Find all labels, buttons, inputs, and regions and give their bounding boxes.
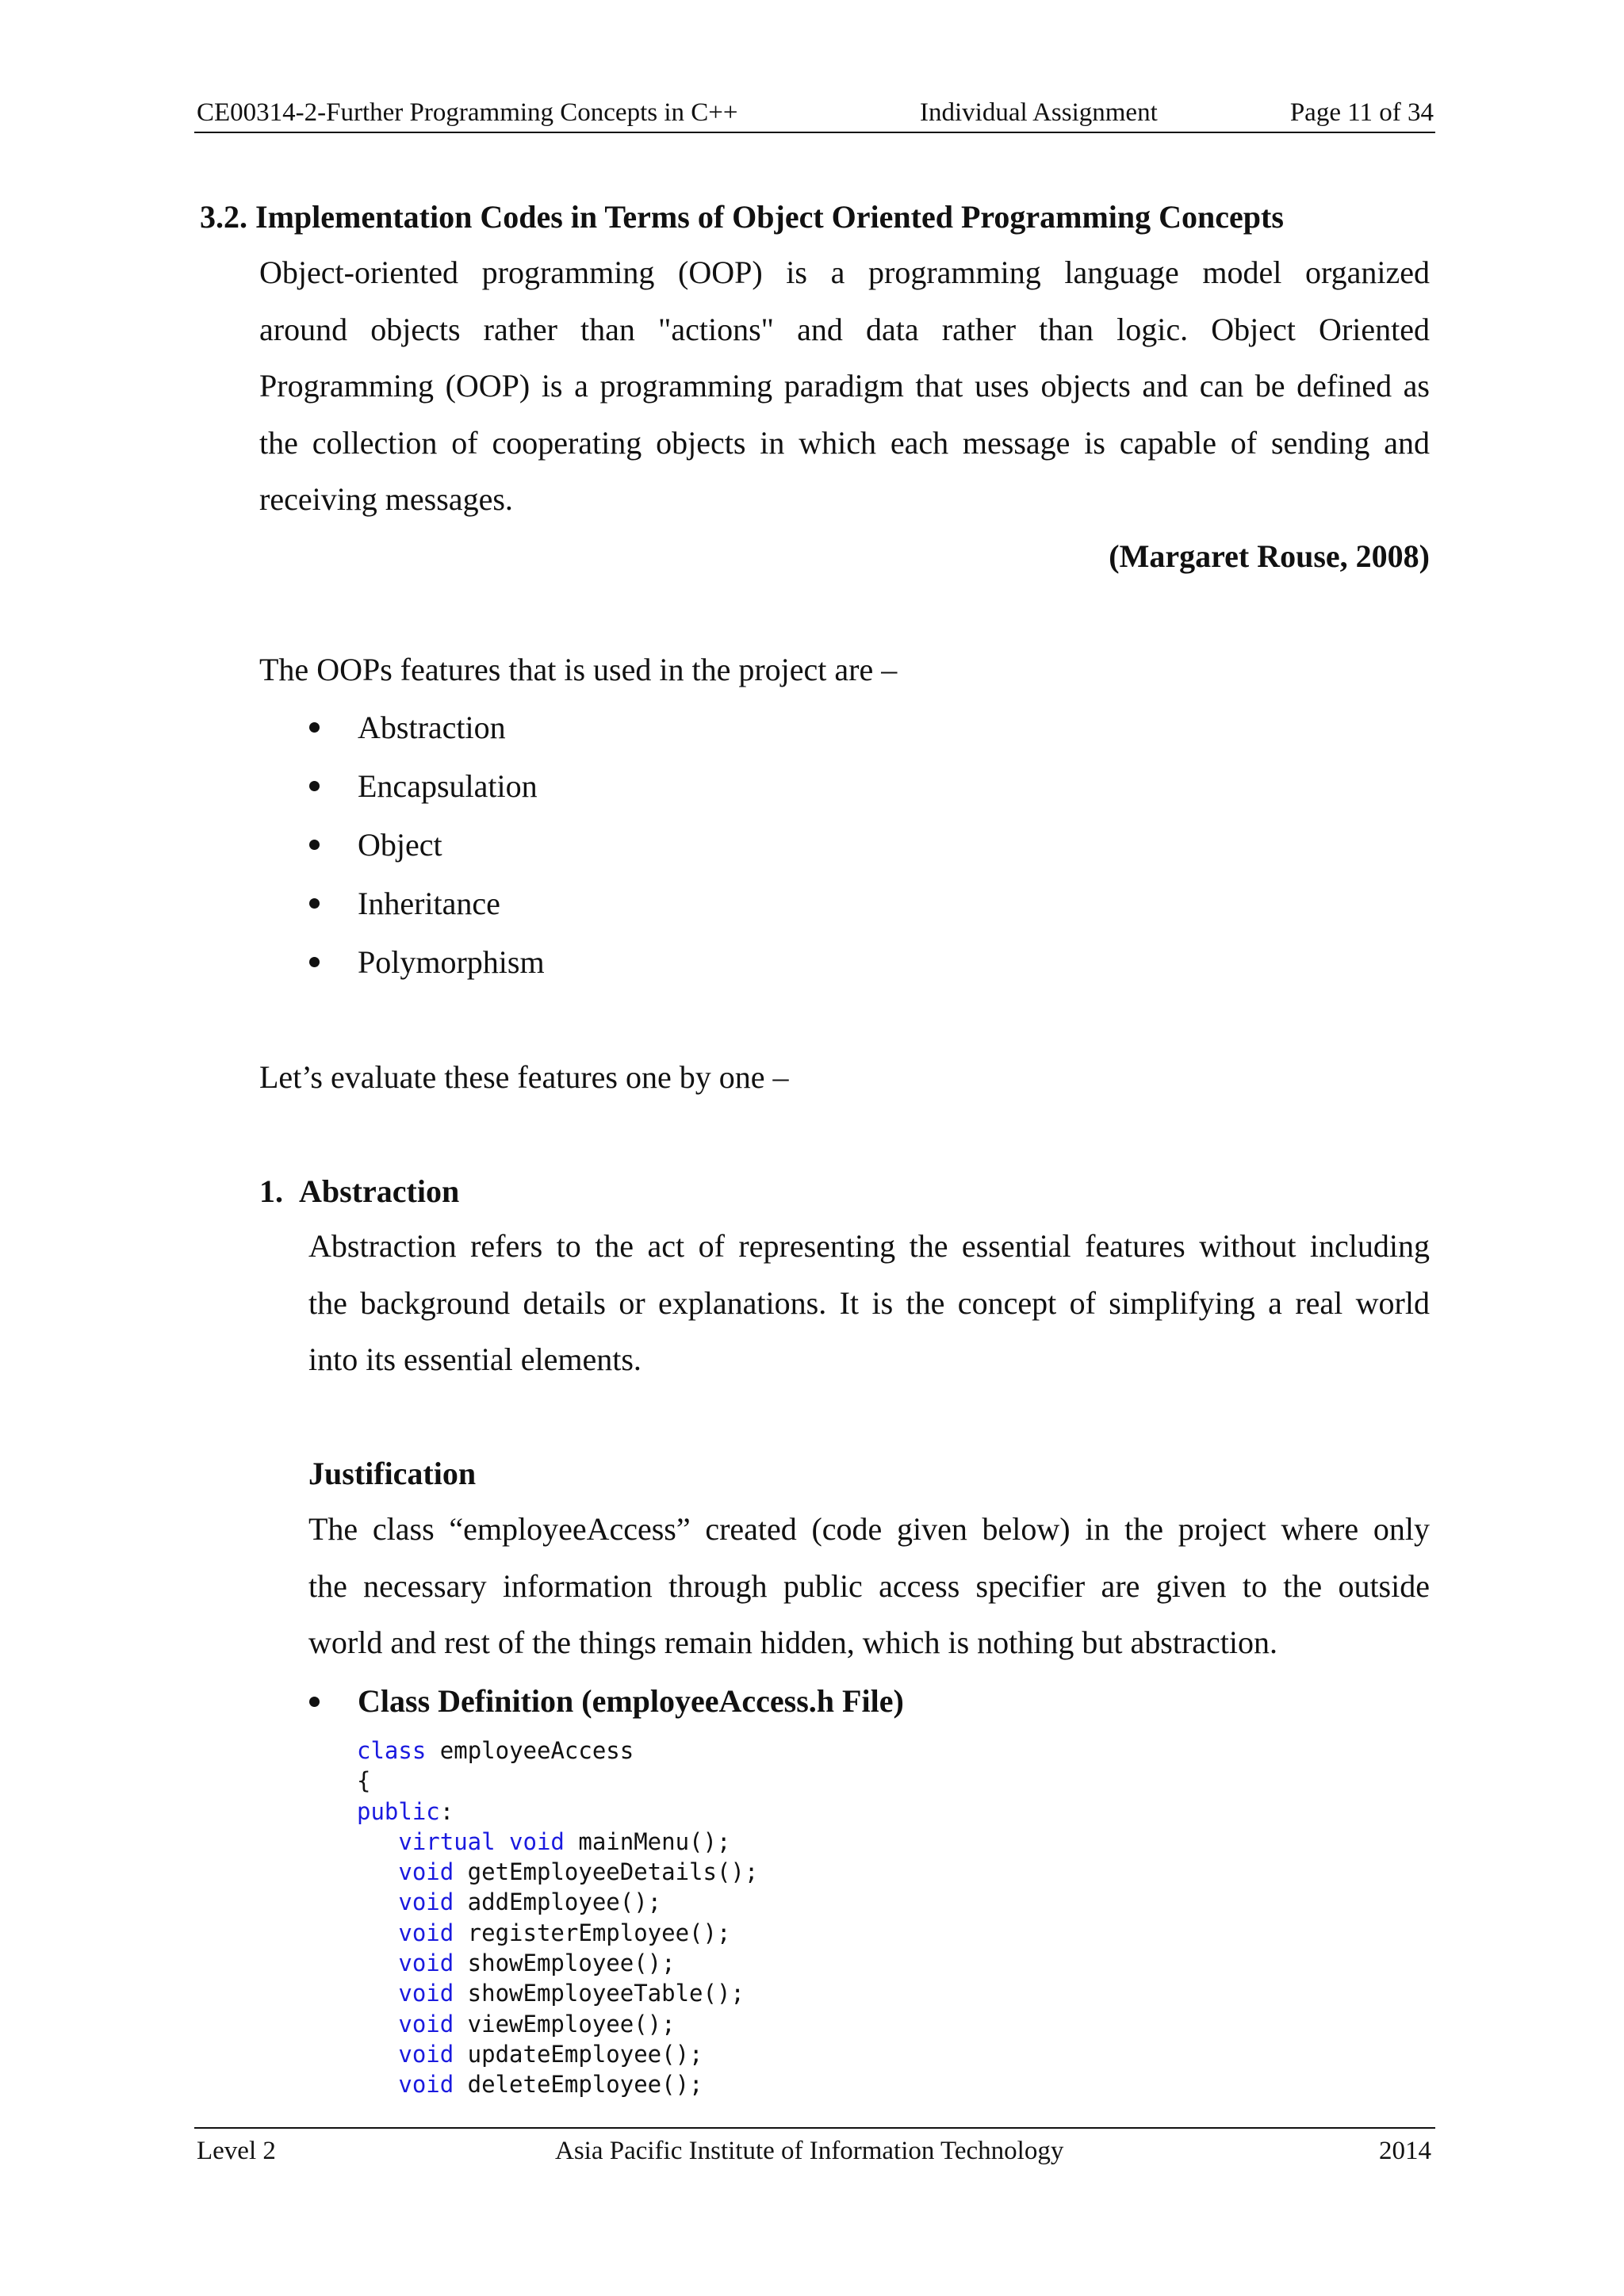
footer-institute: Asia Pacific Institute of Information Technology bbox=[555, 2137, 1064, 2165]
justification-paragraph bbox=[308, 1501, 1430, 1671]
code-keyword: void bbox=[357, 1888, 454, 1916]
code-keyword: void bbox=[357, 2040, 454, 2068]
code-line bbox=[357, 1948, 758, 1978]
code-text: employeeAccess bbox=[426, 1737, 634, 1764]
code-text: deleteEmployee(); bbox=[454, 2071, 703, 2099]
definition-line-2: the background details or explanations. It is the concept of simplifying a real world bbox=[308, 1284, 1430, 1321]
footer-year: 2014 bbox=[1379, 2137, 1431, 2165]
bullet-icon bbox=[309, 840, 320, 850]
footer-rule bbox=[194, 2127, 1435, 2129]
code-keyword: public bbox=[357, 1797, 440, 1825]
justification-heading: Justification bbox=[308, 1456, 477, 1491]
code-keyword: void bbox=[357, 1950, 454, 1977]
code-line bbox=[357, 2009, 758, 2039]
code-line bbox=[357, 1766, 758, 1796]
intro-line-2: around objects rather than "actions" and data rather than logic. Object Oriented bbox=[259, 311, 1430, 347]
header-rule bbox=[194, 132, 1435, 133]
code-keyword: void bbox=[357, 1858, 454, 1886]
features-intro: The OOPs features that is used in the project are – bbox=[259, 652, 898, 687]
definition-line-1: Abstraction refers to the act of representing the essential features without including bbox=[308, 1228, 1430, 1264]
class-definition-label: Class Definition (employeeAccess.h File) bbox=[358, 1683, 904, 1719]
code-text: updateEmployee(); bbox=[454, 2040, 703, 2068]
bullet-icon bbox=[309, 722, 320, 733]
code-line bbox=[357, 2069, 758, 2099]
intro-line-3: Programming (OOP) is a programming paradigm that uses objects and can be defined as bbox=[259, 368, 1430, 404]
code-block bbox=[357, 1735, 758, 2100]
code-line bbox=[357, 1887, 758, 1917]
bullet-icon bbox=[309, 781, 320, 791]
feature-object: Object bbox=[358, 827, 442, 863]
code-text: mainMenu(); bbox=[564, 1827, 731, 1855]
code-line bbox=[357, 1797, 758, 1827]
intro-line-1: Object-oriented programming (OOP) is a programming language model organized bbox=[259, 254, 1430, 290]
footer-level: Level 2 bbox=[197, 2137, 276, 2165]
citation: (Margaret Rouse, 2008) bbox=[1109, 538, 1430, 574]
justification-line-2: the necessary information through public access specifier are given to the outside bbox=[308, 1567, 1430, 1604]
code-line bbox=[357, 1735, 758, 1766]
justification-line-3: world and rest of the things remain hidden, which is nothing but abstraction. bbox=[308, 1624, 1277, 1660]
header-page-number: Page 11 of 34 bbox=[1289, 98, 1434, 127]
intro-line-5: receiving messages. bbox=[259, 481, 513, 517]
bullet-icon bbox=[309, 957, 320, 967]
bullet-icon bbox=[309, 1697, 320, 1707]
justification-line-1: The class “employeeAccess” created (code given below) in the project where only bbox=[308, 1511, 1430, 1547]
code-line bbox=[357, 1857, 758, 1887]
code-text: getEmployeeDetails(); bbox=[454, 1858, 759, 1886]
code-text: addEmployee(); bbox=[454, 1888, 662, 1916]
feature-polymorphism: Polymorphism bbox=[358, 944, 545, 980]
definition-line-3: into its essential elements. bbox=[308, 1341, 642, 1377]
code-text: registerEmployee(); bbox=[454, 1919, 731, 1946]
code-line bbox=[357, 2039, 758, 2069]
code-text: showEmployeeTable(); bbox=[454, 1980, 745, 2007]
code-keyword: void bbox=[357, 2071, 454, 2099]
intro-line-4: the collection of cooperating objects in which each message is capable of sending and bbox=[259, 424, 1430, 461]
code-line bbox=[357, 1827, 758, 1857]
code-keyword: void bbox=[357, 2010, 454, 2038]
code-text: { bbox=[357, 1767, 371, 1795]
abstraction-heading: 1. Abstraction bbox=[259, 1173, 460, 1209]
intro-paragraph bbox=[259, 244, 1430, 528]
code-keyword: class bbox=[357, 1737, 427, 1764]
code-text: : bbox=[439, 1797, 454, 1825]
code-keyword: void bbox=[357, 1919, 454, 1946]
code-line bbox=[357, 1918, 758, 1948]
feature-encapsulation: Encapsulation bbox=[358, 768, 538, 804]
abstraction-definition bbox=[308, 1218, 1430, 1388]
code-keyword: void bbox=[357, 1980, 454, 2007]
header-course: CE00314-2-Further Programming Concepts in C++ bbox=[197, 98, 738, 127]
code-text: viewEmployee(); bbox=[454, 2010, 676, 2038]
code-line bbox=[357, 1978, 758, 2008]
feature-abstraction: Abstraction bbox=[358, 710, 506, 745]
section-heading: 3.2. Implementation Codes in Terms of Object Oriented Programming Concepts bbox=[200, 199, 1284, 235]
code-keyword: virtual void bbox=[357, 1827, 565, 1855]
header-assignment: Individual Assignment bbox=[920, 98, 1158, 127]
bullet-icon bbox=[309, 898, 320, 909]
evaluate-text: Let’s evaluate these features one by one – bbox=[259, 1059, 789, 1095]
feature-inheritance: Inheritance bbox=[358, 886, 500, 921]
code-text: showEmployee(); bbox=[454, 1950, 676, 1977]
